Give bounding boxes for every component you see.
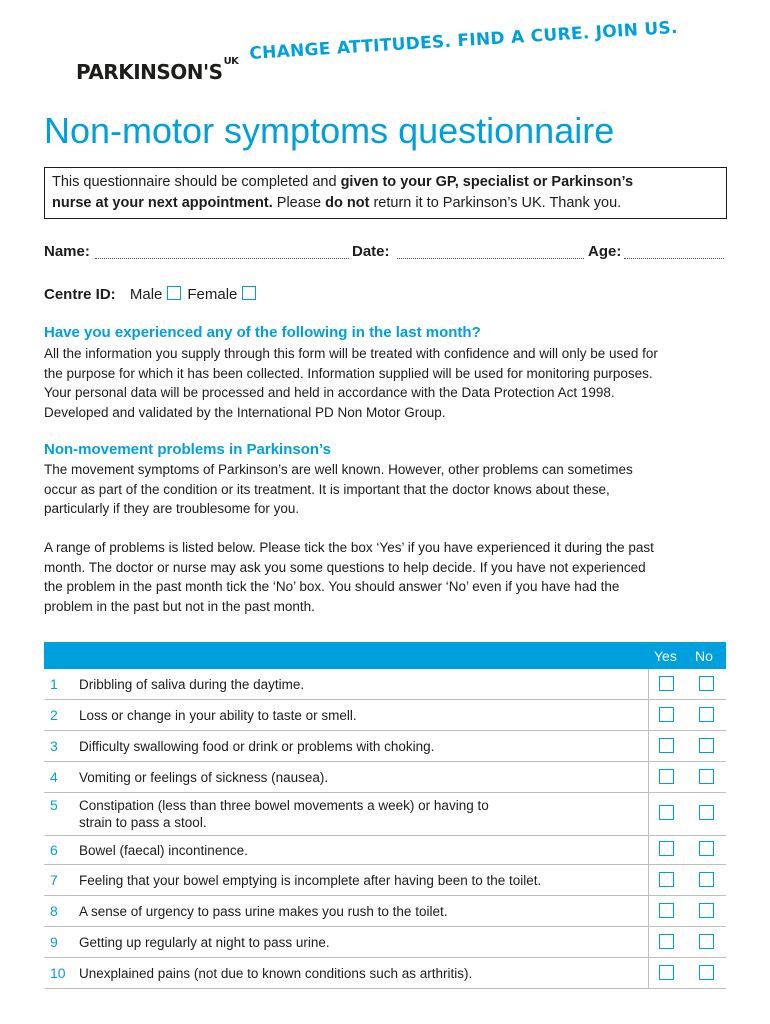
row-question: Dribbling of saliva during the daytime. <box>79 677 305 692</box>
body-line: All the information you supply through this form will be treated with confidence and will only be used for <box>44 346 658 361</box>
section-2-instructions <box>44 538 729 616</box>
intro-text-3: return it to Parkinson’s UK. Thank you. <box>369 195 622 211</box>
intro-notice <box>44 167 727 219</box>
yes-checkbox[interactable] <box>659 872 674 887</box>
centre-id-label: Centre ID: <box>44 286 116 303</box>
page-title: Non-motor symptoms questionnaire <box>44 110 615 151</box>
row-number: 8 <box>50 903 58 919</box>
parkinsons-uk-logo <box>76 56 239 84</box>
no-checkbox[interactable] <box>699 934 714 949</box>
female-checkbox[interactable] <box>242 286 256 300</box>
body-line: particularly if they are troublesome for you. <box>44 501 300 516</box>
section-heading-non-movement: Non-movement problems in Parkinson’s <box>44 441 331 458</box>
name-field[interactable] <box>95 258 349 259</box>
row-question: Difficulty swallowing food or drink or problems with choking. <box>79 739 435 754</box>
table-row <box>44 793 726 836</box>
centre-row <box>44 286 262 303</box>
row-question: Loss or change in your ability to taste or smell. <box>79 708 357 723</box>
row-question: Vomiting or feelings of sickness (nausea). <box>79 770 329 785</box>
body-line: Your personal data will be processed and held in accordance with the Data Protection Act 1998. <box>44 385 615 400</box>
row-question-line: strain to pass a stool. <box>79 815 207 830</box>
row-question: Feeling that your bowel emptying is incomplete after having been to the toilet. <box>79 873 542 888</box>
intro-text-1: This questionnaire should be completed and <box>52 174 341 190</box>
row-question: Bowel (faecal) incontinence. <box>79 843 248 858</box>
no-checkbox[interactable] <box>699 738 714 753</box>
table-row <box>44 896 726 927</box>
table-row <box>44 836 726 865</box>
table-row <box>44 865 726 896</box>
intro-text-2: Please <box>272 195 326 211</box>
no-checkbox[interactable] <box>699 805 714 820</box>
no-checkbox[interactable] <box>699 965 714 980</box>
yes-checkbox[interactable] <box>659 707 674 722</box>
body-line: problem in the past but not in the past month. <box>44 598 315 614</box>
intro-bold-3: do not <box>325 195 370 211</box>
body-line: A range of problems is listed below. Please tick the box ‘Yes’ if you have experienced it during the past <box>44 540 654 555</box>
no-checkbox[interactable] <box>699 707 714 722</box>
body-line: Developed and validated by the International PD Non Motor Group. <box>44 404 446 420</box>
row-number: 1 <box>50 676 58 692</box>
female-label: Female <box>187 286 238 303</box>
section-heading-last-month: Have you experienced any of the following in the last month? <box>44 324 481 341</box>
date-field[interactable] <box>397 258 584 259</box>
yes-checkbox[interactable] <box>659 965 674 980</box>
yes-column-header: Yes <box>654 648 677 664</box>
row-number: 5 <box>50 797 58 813</box>
row-number: 7 <box>50 872 58 888</box>
body-line: the purpose for which it has been collected. Information supplied will be used for monitoring purposes. <box>44 365 653 381</box>
yes-checkbox[interactable] <box>659 769 674 784</box>
table-row <box>44 731 726 762</box>
row-question <box>79 797 639 831</box>
body-line: month. The doctor or nurse may ask you some questions to help decide. If you have not experienced <box>44 559 646 575</box>
questionnaire-table-header <box>44 642 726 669</box>
section-1-body <box>44 344 729 422</box>
row-number: 2 <box>50 707 58 723</box>
brand-name: PARKINSON'S <box>76 60 223 84</box>
name-label: Name: <box>44 243 90 260</box>
row-number: 6 <box>50 842 58 858</box>
row-number: 4 <box>50 769 58 785</box>
table-row <box>44 762 726 793</box>
yes-checkbox[interactable] <box>659 903 674 918</box>
table-row <box>44 700 726 731</box>
body-line: The movement symptoms of Parkinson’s are well known. However, other problems can sometimes <box>44 462 633 477</box>
table-row <box>44 958 726 989</box>
row-number: 9 <box>50 934 58 950</box>
no-column-header: No <box>695 648 713 664</box>
no-checkbox[interactable] <box>699 769 714 784</box>
table-row <box>44 669 726 700</box>
section-2-body <box>44 460 729 519</box>
no-checkbox[interactable] <box>699 676 714 691</box>
row-number: 3 <box>50 738 58 754</box>
yes-checkbox[interactable] <box>659 934 674 949</box>
row-question: Unexplained pains (not due to known conditions such as arthritis). <box>79 966 473 981</box>
male-label: Male <box>129 286 163 303</box>
yes-checkbox[interactable] <box>659 841 674 856</box>
slogan: CHANGE ATTITUDES. FIND A CURE. JOIN US. <box>248 17 679 64</box>
table-row <box>44 927 726 958</box>
date-label: Date: <box>352 243 390 260</box>
male-checkbox[interactable] <box>167 286 181 300</box>
intro-bold-2: nurse at your next appointment. <box>52 195 273 211</box>
age-label: Age: <box>588 243 622 260</box>
yes-checkbox[interactable] <box>659 676 674 691</box>
age-field[interactable] <box>624 258 724 259</box>
body-line: the problem in the past month tick the ‘No’ box. You should answer ‘No’ even if you have had the <box>44 579 620 594</box>
body-line: occur as part of the condition or its treatment. It is important that the doctor knows about these, <box>44 481 610 497</box>
yes-checkbox[interactable] <box>659 805 674 820</box>
brand-suffix: UK <box>223 56 239 67</box>
yes-checkbox[interactable] <box>659 738 674 753</box>
no-checkbox[interactable] <box>699 841 714 856</box>
no-checkbox[interactable] <box>699 872 714 887</box>
row-question-line: Constipation (less than three bowel movements a week) or having to <box>79 798 489 813</box>
no-checkbox[interactable] <box>699 903 714 918</box>
row-number: 10 <box>50 965 66 981</box>
intro-bold-1: given to your GP, specialist or Parkinson’s <box>340 174 634 190</box>
row-question: Getting up regularly at night to pass urine. <box>79 935 330 950</box>
row-question: A sense of urgency to pass urine makes you rush to the toilet. <box>79 904 448 919</box>
